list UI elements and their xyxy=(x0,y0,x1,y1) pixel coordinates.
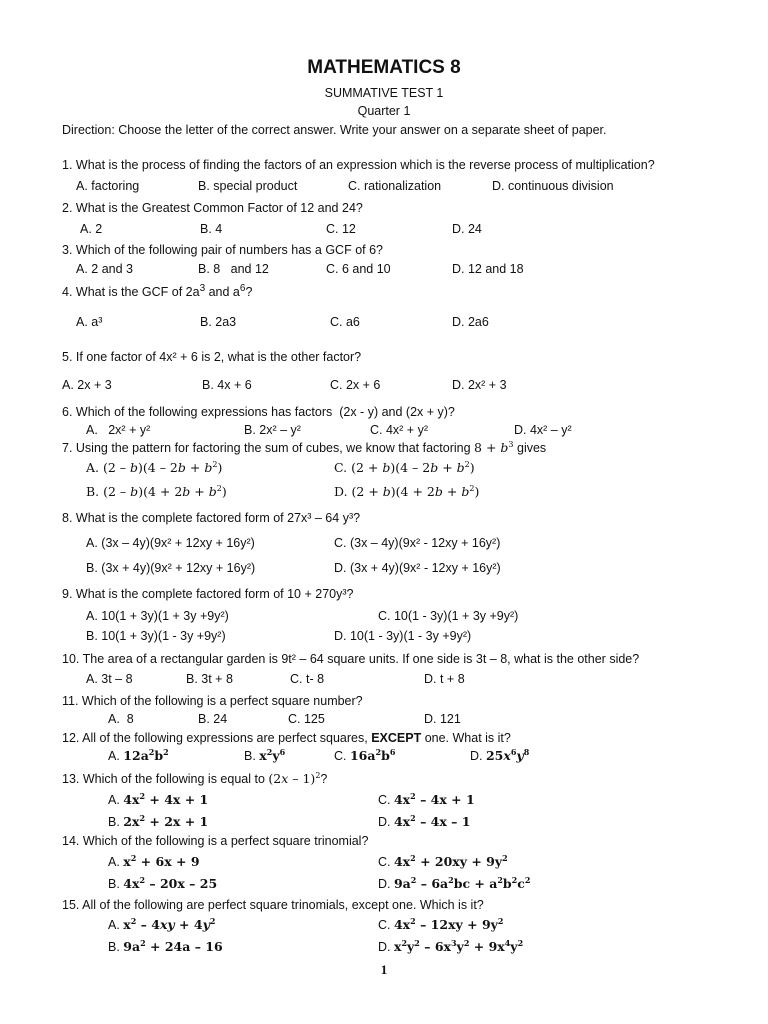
choice-7b: B. $(2 - b)(4 + 2b + b^2)$ xyxy=(86,483,227,499)
choice-14b: B. $4x^2 - 20x - 25$ xyxy=(108,874,218,891)
choice-5a: A. 2x + 3 xyxy=(62,378,112,392)
except-emphasis: EXCEPT xyxy=(371,731,422,745)
choice-15b: B. $9a^2 + 24a - 16$ xyxy=(108,937,223,954)
question-7: 7. Using the pattern for factoring the sum of cubes, we know that factoring $8 + b^3$ gives xyxy=(62,439,547,455)
choice-2b: B. 4 xyxy=(200,222,223,236)
choice-11d: D. 121 xyxy=(424,712,461,726)
choice-1d: D. continuous division xyxy=(492,179,614,193)
choice-6d: D. 4x² – y² xyxy=(514,423,572,437)
choice-6b: B. 2x² – y² xyxy=(244,423,301,437)
choice-1b: B. special product xyxy=(198,179,298,193)
choice-6a: A. 2x² + y² xyxy=(86,423,151,437)
question-5: 5. If one factor of 4x² + 6 is 2, what is the other factor? xyxy=(62,350,362,364)
choice-1a: A. factoring xyxy=(76,179,140,193)
choice-2a: A. 2 xyxy=(80,222,103,236)
page-number: 1 xyxy=(380,962,388,977)
choice-11b: B. 24 xyxy=(198,712,228,726)
choice-13d: D. $4x^2 - 4x - 1$ xyxy=(378,812,471,829)
choice-9a: A. 10(1 + 3y)(1 + 3y +9y²) xyxy=(86,609,229,623)
question-13: 13. Which of the following is equal to (2x – 1)$^2$? xyxy=(62,770,328,786)
choice-8b: B. (3x + 4y)(9x² + 12xy + 16y²) xyxy=(86,561,256,575)
question-14: 14. Which of the following is a perfect square trinomial? xyxy=(62,834,369,848)
question-2: 2. What is the Greatest Common Factor of 12 and 24? xyxy=(62,201,363,215)
choice-11c: C. 125 xyxy=(288,712,325,726)
choice-15c: C. $4x^2 - 12xy + 9y^2$ xyxy=(378,915,504,932)
choice-8c: C. (3x – 4y)(9x² - 12xy + 16y²) xyxy=(334,536,501,550)
question-15: 15. All of the following are perfect square trinomials, except one. Which is it? xyxy=(62,898,484,912)
choice-11a: A. 8 xyxy=(108,712,134,726)
choice-12b: B. $x^2y^6$ xyxy=(244,746,286,763)
choice-6c: C. 4x² + y² xyxy=(370,423,428,437)
choice-2c: C. 12 xyxy=(326,222,356,236)
choice-14c: C. $4x^2 + 20xy + 9y^2$ xyxy=(378,852,508,869)
choice-7c: C. $(2 + b)(4 - 2b + b^2)$ xyxy=(334,459,475,475)
choice-3a: A. 2 and 3 xyxy=(76,262,133,276)
choice-10d: D. t + 8 xyxy=(424,672,465,686)
choice-4c: C. a6 xyxy=(330,315,360,329)
choice-3d: D. 12 and 18 xyxy=(452,262,524,276)
choice-12d: D. $25x^6y^8$ xyxy=(470,746,530,763)
choice-14d: D. $9a^2 - 6a^2bc + a^2b^2c^2$ xyxy=(378,874,531,891)
test-subtitle: SUMMATIVE TEST 1 xyxy=(324,86,444,100)
choice-7a: A. $(2 - b)(4 - 2b + b^2)$ xyxy=(86,459,223,475)
question-9: 9. What is the complete factored form of 10 + 270y³? xyxy=(62,587,354,601)
choice-12a: A. $12a^2b^2$ xyxy=(108,746,169,763)
choice-5b: B. 4x + 6 xyxy=(202,378,252,392)
choice-15d: D. $x^2y^2 - 6x^3y^2 + 9x^4y^2$ xyxy=(378,937,524,954)
choice-9b: B. 10(1 + 3y)(1 - 3y +9y²) xyxy=(86,629,226,643)
choice-10a: A. 3t – 8 xyxy=(86,672,133,686)
question-11: 11. Which of the following is a perfect square number? xyxy=(62,694,363,708)
choice-1c: C. rationalization xyxy=(348,179,442,193)
choice-9c: C. 10(1 - 3y)(1 + 3y +9y²) xyxy=(378,609,519,623)
choice-15a: A. $x^2 - 4xy + 4y^2$ xyxy=(108,915,216,932)
question-6: 6. Which of the following expressions has factors (2x - y) and (2x + y)? xyxy=(62,405,455,419)
choice-5d: D. 2x² + 3 xyxy=(452,378,507,392)
question-10: 10. The area of a rectangular garden is 9t² – 64 square units. If one side is 3t – 8, what is the other side? xyxy=(62,652,640,666)
document-title: MATHEMATICS 8 xyxy=(307,57,461,78)
choice-13c: C. $4x^2 - 4x + 1$ xyxy=(378,790,475,807)
question-3: 3. Which of the following pair of numbers has a GCF of 6? xyxy=(62,243,383,257)
choice-2d: D. 24 xyxy=(452,222,482,236)
choice-13a: A. $4x^2 + 4x + 1$ xyxy=(108,790,209,807)
question-1: 1. What is the process of finding the factors of an expression which is the reverse process of multiplication? xyxy=(62,158,655,172)
choice-4a: A. a³ xyxy=(76,315,103,329)
quarter-label: Quarter 1 xyxy=(357,104,411,118)
choice-7d: D. $(2 + b)(4 + 2b + b^2)$ xyxy=(334,483,480,499)
choice-14a: A. $x^2 + 6x + 9$ xyxy=(108,852,200,869)
question-4: 4. What is the GCF of $2a^3$ and $a^6$? xyxy=(62,282,253,299)
choice-8d: D. (3x + 4y)(9x² - 12xy + 16y²) xyxy=(334,561,501,575)
choice-12c: C. $16a^2b^6$ xyxy=(334,746,396,763)
question-8: 8. What is the complete factored form of 27x³ – 64 y³? xyxy=(62,511,361,525)
directions: Direction: Choose the letter of the correct answer. Write your answer on a separate sheet of paper. xyxy=(62,123,607,137)
choice-10b: B. 3t + 8 xyxy=(186,672,233,686)
choice-3b: B. 8 and 12 xyxy=(198,262,269,276)
choice-3c: C. 6 and 10 xyxy=(326,262,391,276)
choice-10c: C. t- 8 xyxy=(290,672,325,686)
choice-5c: C. 2x + 6 xyxy=(330,378,381,392)
choice-4d: D. 2a6 xyxy=(452,315,489,329)
choice-9d: D. 10(1 - 3y)(1 - 3y +9y²) xyxy=(334,629,472,643)
choice-8a: A. (3x – 4y)(9x² + 12xy + 16y²) xyxy=(86,536,255,550)
question-12: 12. All of the following expressions are perfect squares, EXCEPT one. What is it? xyxy=(62,731,511,745)
choice-13b: B. $2x^2 + 2x + 1$ xyxy=(108,812,209,829)
choice-4b: B. 2a3 xyxy=(200,315,237,329)
